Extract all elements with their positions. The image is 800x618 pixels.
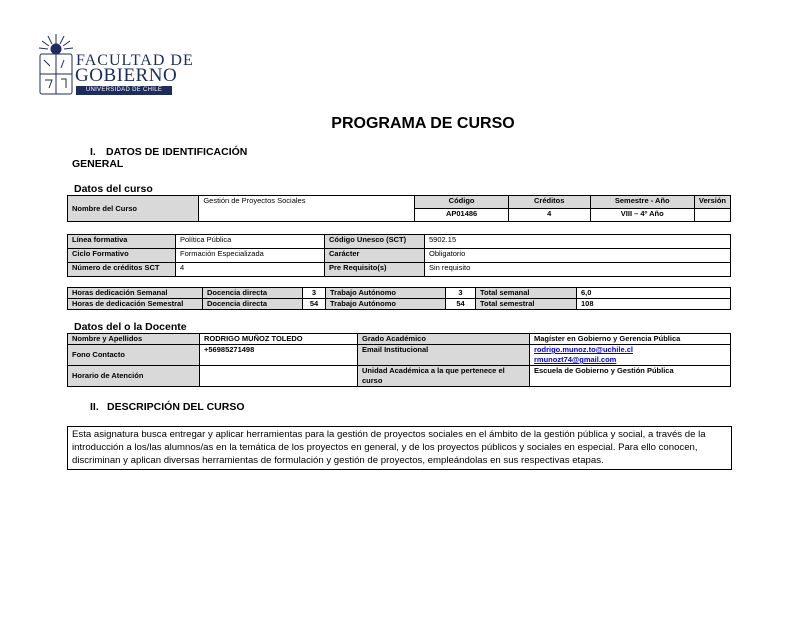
num-creditos-label: Número de créditos SCT [68,263,176,277]
total-semestral-label: Total semestral [476,299,577,310]
ciclo-value: Formación Especializada [176,249,325,263]
total-semanal-value: 6,0 [577,288,731,299]
docencia-label-2: Docencia directa [203,299,303,310]
docencia-semestral: 54 [303,299,326,310]
autonomo-label-2: Trabajo Autónomo [326,299,446,310]
grado-value: Magíster en Gobierno y Gerencia Pública [530,334,731,345]
course-description: Esta asignatura busca entregar y aplicar herramientas para la gestión de proyectos sociales en el ámbito de la gestión pública y social, a través de la introducción a los/las alumnos/as en la temática de los proyectos en general, y de los proyectos públicos y sociales en especial. Para ello conocen, discriminan y aplican diversas herramientas de formulación y gestión de proyectos, empleándolas en sus respectivas etapas. [67,426,732,470]
autonomo-semanal: 3 [446,288,476,299]
linea-value: Política Pública [176,235,325,249]
page-title: PROGRAMA DE CURSO [331,115,515,132]
section1-title-cont: GENERAL [72,158,124,170]
caracter-label: Carácter [325,249,425,263]
autonomo-label-1: Trabajo Autónomo [326,288,446,299]
course-table [67,195,731,222]
total-semanal-label: Total semanal [476,288,577,299]
grado-label: Grado Académico [358,334,530,345]
num-creditos-value: 4 [176,263,325,277]
docencia-label-1: Docencia directa [203,288,303,299]
email-link-1[interactable]: rodrigo.munoz.to@uchile.cl [534,345,633,354]
teacher-table [67,333,731,387]
semestral-label: Horas de dedicación Semestral [68,299,203,310]
autonomo-semestral: 54 [446,299,476,310]
fono-label: Fono Contacto [68,345,200,366]
university-crest-icon [36,30,76,100]
logo-band: UNIVERSIDAD DE CHILE [76,86,172,95]
course-name-label: Nombre del Curso [68,196,199,222]
horario-label: Horario de Atención [68,366,200,387]
section2-number: II. [90,401,99,413]
unidad-value: Escuela de Gobierno y Gestión Pública [530,366,731,387]
credits-label: Créditos [508,196,590,209]
credits-value: 4 [508,209,590,222]
horario-value [200,366,358,387]
logo-line1: FACULTAD DE [76,52,194,69]
datos-curso-heading: Datos del curso [74,183,153,195]
nombre-docente-label: Nombre y Apellidos [68,334,200,345]
semester-label: Semestre - Año [590,196,694,209]
hours-table [67,287,731,310]
section2-title: DESCRIPCIÓN DEL CURSO [107,401,245,413]
line-table [67,234,731,277]
unesco-label: Código Unesco (SCT) [325,235,425,249]
code-value: AP01486 [415,209,508,222]
docente-heading: Datos del o la Docente [74,321,187,333]
nombre-docente-value: RODRIGO MUÑOZ TOLEDO [200,334,358,345]
logo-line2: GOBIERNO [75,65,178,86]
unesco-value: 5902.15 [425,235,731,249]
course-name-value: Gestión de Proyectos Sociales [199,196,415,222]
caracter-value: Obligatorio [425,249,731,263]
email-label: Email Institucional [358,345,530,366]
docencia-semanal: 3 [303,288,326,299]
version-value [694,209,730,222]
prereq-label: Pre Requisito(s) [325,263,425,277]
semanal-label: Horas dedicación Semanal [68,288,203,299]
unidad-label: Unidad Académica a la que pertenece el curso [358,366,530,387]
semester-value: VIII – 4º Año [590,209,694,222]
section1-number: I. [90,146,96,158]
section1-title: DATOS DE IDENTIFICACIÓN [106,146,248,158]
linea-label: Línea formativa [68,235,176,249]
total-semestral-value: 108 [577,299,731,310]
prereq-value: Sin requisito [425,263,731,277]
code-label: Código [415,196,508,209]
ciclo-label: Ciclo Formativo [68,249,176,263]
email-cell [530,345,731,366]
email-link-2[interactable]: rmunozt74@gmail.com [534,355,617,364]
fono-value: +56985271498 [200,345,358,366]
version-label: Versión [694,196,730,209]
